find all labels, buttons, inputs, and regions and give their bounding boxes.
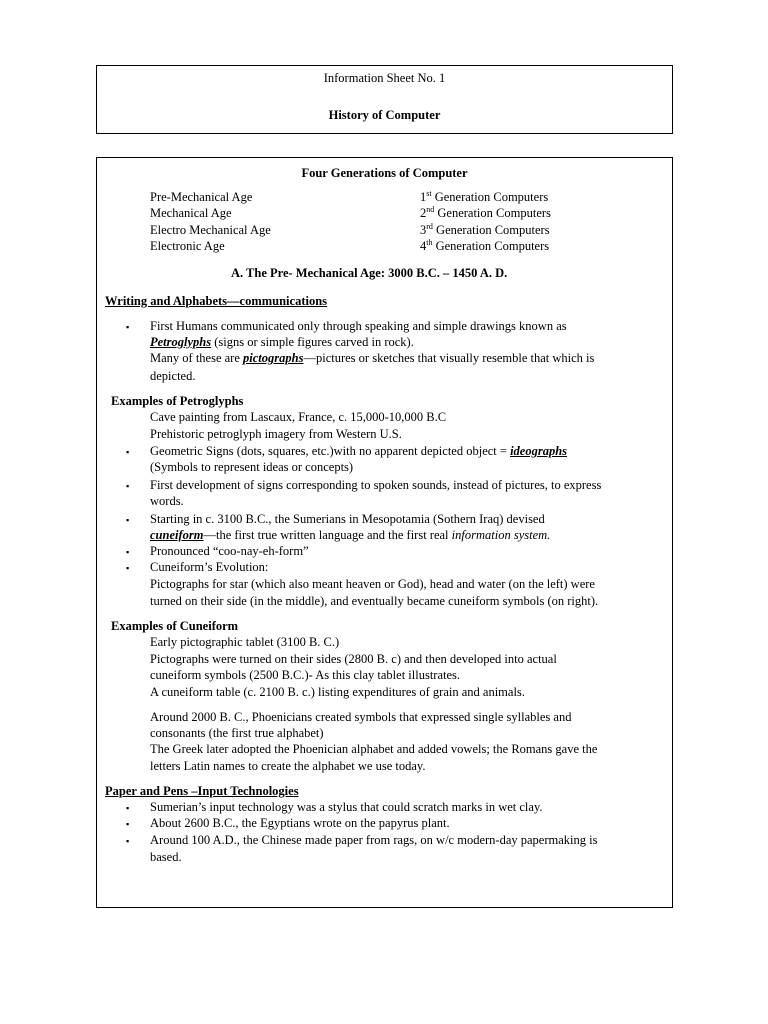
petroglyph-line: First development of signs corresponding to spoken sounds, instead of pictures, to express <box>150 478 602 492</box>
generation-item: 1st Generation Computers <box>420 188 549 204</box>
paper-pens-line: Sumerian’s input technology was a stylus that could scratch marks in wet clay. <box>150 800 543 814</box>
petroglyph-line: turned on their side (in the middle), and eventually became cuneiform symbols (on right). <box>150 594 599 608</box>
petroglyph-line: words. <box>150 494 184 508</box>
petroglyph-line: Cave painting from Lascaux, France, c. 15,000-10,000 B.C <box>150 410 447 424</box>
writing-line: Many of these are pictographs—pictures or sketches that visually resemble that which is <box>150 351 595 365</box>
petroglyph-line: cuneiform—the first true written language and the first real information system. <box>150 528 551 542</box>
petroglyph-line: Prehistoric petroglyph imagery from Western U.S. <box>150 427 402 441</box>
bullet-icon: ▪ <box>126 481 130 491</box>
bullet-icon: ▪ <box>126 803 130 813</box>
bullet-icon: ▪ <box>126 547 130 557</box>
cuneiform-line: Pictographs were turned on their sides (2800 B. c) and then developed into actual <box>150 652 557 666</box>
petroglyph-line: Pronounced “coo-nay-eh-form” <box>150 544 309 558</box>
generation-item: 3rd Generation Computers <box>420 221 550 237</box>
document-title: History of Computer <box>328 108 441 122</box>
cuneiform-line: Around 2000 B. C., Phoenicians created symbols that expressed single syllables and <box>150 710 572 724</box>
bullet-icon: ▪ <box>126 515 130 525</box>
cuneiform-line: The Greek later adopted the Phoenician alphabet and added vowels; the Romans gave the <box>150 742 598 756</box>
petroglyph-line: Pictographs for star (which also meant heaven or God), head and water (on the left) were <box>150 577 595 591</box>
bullet-icon: ▪ <box>126 322 130 332</box>
cuneiform-line: consonants (the first true alphabet) <box>150 726 324 740</box>
petroglyph-heading: Examples of Petroglyphs <box>111 394 244 408</box>
bullet-icon: ▪ <box>126 836 130 846</box>
age-item: Pre-Mechanical Age <box>150 190 253 204</box>
writing-line: depicted. <box>150 369 196 383</box>
petroglyph-line: Cuneiform’s Evolution: <box>150 560 269 574</box>
paper-pens-heading: Paper and Pens –Input Technologies <box>105 784 299 798</box>
cuneiform-line: A cuneiform table (c. 2100 B. c.) listing expenditures of grain and animals. <box>150 685 525 699</box>
paper-pens-line: About 2600 B.C., the Egyptians wrote on the papyrus plant. <box>150 816 450 830</box>
section-a-heading: A. The Pre- Mechanical Age: 3000 B.C. – 1450 A. D. <box>231 266 508 280</box>
age-item: Electro Mechanical Age <box>150 223 271 237</box>
bullet-icon: ▪ <box>126 447 130 457</box>
sheet-number: Information Sheet No. 1 <box>323 71 446 85</box>
generations-title: Four Generations of Computer <box>301 166 468 180</box>
writing-line: First Humans communicated only through speaking and simple drawings known as <box>150 319 567 333</box>
bullet-icon: ▪ <box>126 563 130 573</box>
paper-pens-line: Around 100 A.D., the Chinese made paper from rags, on w/c modern-day papermaking is <box>150 833 598 847</box>
header-box <box>96 65 673 134</box>
generation-item: 4th Generation Computers <box>420 237 550 253</box>
paper-pens-line: based. <box>150 850 182 864</box>
cuneiform-line: Early pictographic tablet (3100 B. C.) <box>150 635 340 649</box>
cuneiform-heading: Examples of Cuneiform <box>111 619 239 633</box>
age-item: Electronic Age <box>150 239 225 253</box>
petroglyph-line: (Symbols to represent ideas or concepts) <box>150 460 354 474</box>
bullet-icon: ▪ <box>126 819 130 829</box>
writing-heading: Writing and Alphabets—communications <box>105 294 328 308</box>
generation-item: 2nd Generation Computers <box>420 204 551 220</box>
cuneiform-line: letters Latin names to create the alphabet we use today. <box>150 759 426 773</box>
writing-line: Petroglyphs (signs or simple figures carved in rock). <box>150 335 414 349</box>
age-item: Mechanical Age <box>150 206 232 220</box>
petroglyph-line: Geometric Signs (dots, squares, etc.)with no apparent depicted object = ideographs <box>150 444 568 458</box>
cuneiform-line: cuneiform symbols (2500 B.C.)- As this clay tablet illustrates. <box>150 668 461 682</box>
petroglyph-line: Starting in c. 3100 B.C., the Sumerians in Mesopotamia (Sothern Iraq) devised <box>150 512 545 526</box>
